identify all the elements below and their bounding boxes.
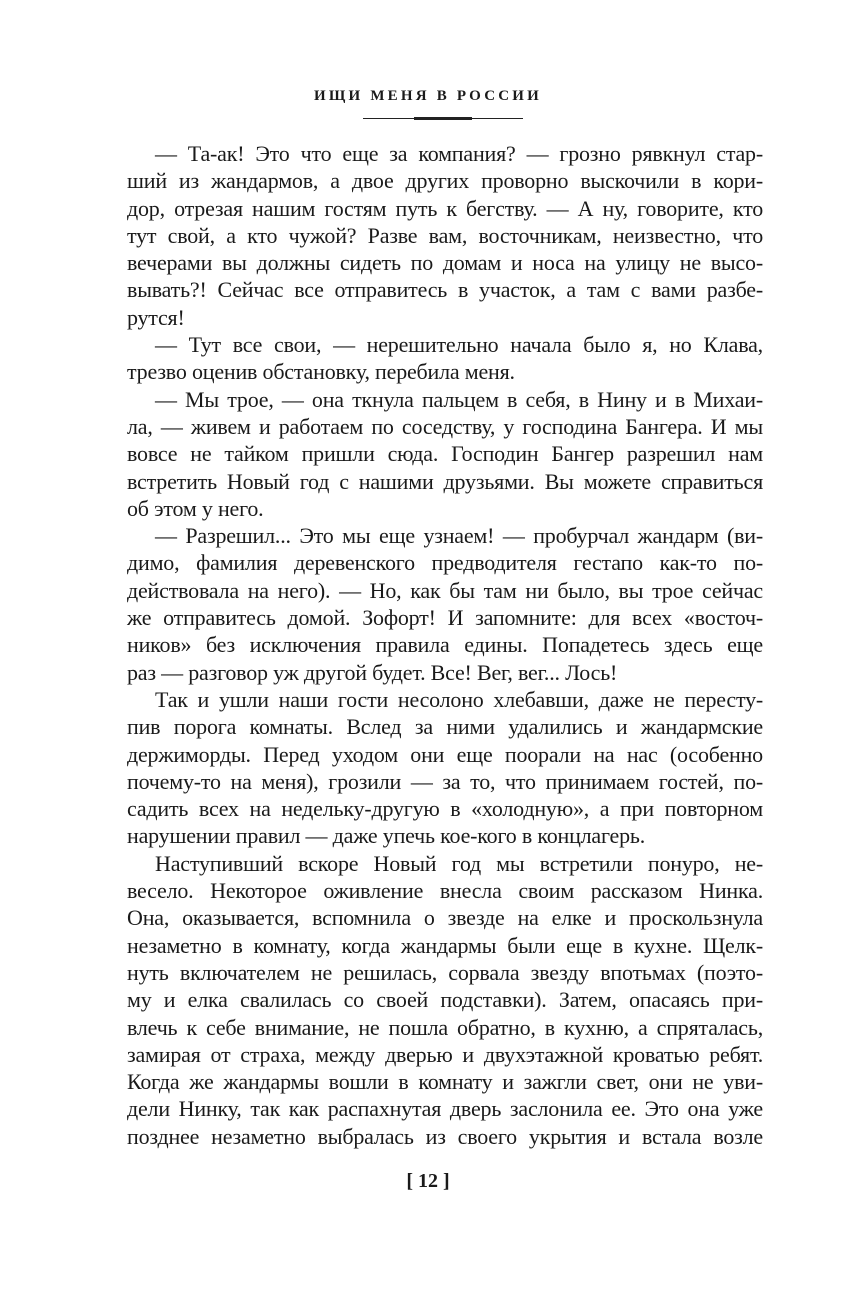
text-line: действовала на него). — Но, как бы там ни было, вы трое сейчас <box>127 577 763 603</box>
text-line: тут свой, а кто чужой? Разве вам, восточникам, неизвестно, что <box>127 222 763 248</box>
text-line: рутся! <box>127 304 185 330</box>
text-line: раз — разговор уж другой будет. Все! Вег, вег... Лось! <box>127 659 618 685</box>
text-line: — Тут все свои, — нерешительно начала было я, но Клава, <box>155 332 763 358</box>
text-line: — Разрешил... Это мы еще узнаем! — пробурчал жандарм (ви- <box>155 523 763 549</box>
text-line: садить всех на недельку-другую в «холодную», а при повторном <box>127 796 763 822</box>
text-line: трезво оценив обстановку, перебила меня. <box>127 359 515 385</box>
text-line: весело. Некоторое оживление внесла своим рассказом Нинка. <box>127 878 763 904</box>
text-line: ший из жандармов, а двое других проворно выскочили в кори- <box>127 168 763 194</box>
text-line: пив порога комнаты. Вслед за ними удалились и жандармские <box>127 714 763 740</box>
text-line: Она, оказывается, вспомнила о звезде на елке и проскользнула <box>127 905 763 931</box>
text-line: Когда же жандармы вошли в комнату и зажгли свет, они не уви- <box>127 1069 763 1095</box>
text-line: встретить Новый год с нашими друзьями. Вы можете справиться <box>127 468 763 494</box>
text-line: замирая от страха, между дверью и двухэтажной кроватью ребят. <box>127 1041 763 1067</box>
text-line: об этом у него. <box>127 495 264 521</box>
running-head: ИЩИ МЕНЯ В РОССИИ <box>313 88 543 104</box>
text-line: дели Нинку, так как распахнутая дверь заслонила ее. Это она уже <box>127 1096 763 1122</box>
page-number: [ 12 ] <box>406 1170 450 1192</box>
text-line: Так и ушли наши гости несолоно хлебавши, даже не пересту- <box>155 686 763 712</box>
text-line: позднее незаметно выбралась из своего укрытия и встала возле <box>127 1123 763 1149</box>
text-line: — Та-ак! Это что еще за компания? — грозно рявкнул стар- <box>155 141 763 166</box>
text-line: вовсе не тайком пришли сюда. Господин Бангер разрешил нам <box>127 441 763 467</box>
text-line: вечерами вы должны сидеть по домам и носа на улицу не высо- <box>127 250 763 276</box>
text-line: почему-то на меня), грозили — за то, что принимаем гостей, по- <box>127 768 763 794</box>
text-line: незаметно в комнату, когда жандармы были еще в кухне. Щелк- <box>127 932 763 958</box>
text-line: — Мы трое, — она ткнула пальцем в себя, в Нину и в Михаи- <box>155 386 763 412</box>
text-line: же отправитесь домой. Зофорт! И запомните: для всех «восточ- <box>127 605 763 631</box>
text-line: димо, фамилия деревенского предводителя гестапо как-то по- <box>127 550 763 576</box>
text-line: нарушении правил — даже упечь кое-кого в концлагерь. <box>127 823 646 849</box>
text-line: ла, — живем и работаем по соседству, у господина Бангера. И мы <box>127 413 763 439</box>
page-body-text <box>127 140 763 1150</box>
text-line: му и елка свалилась со своей подставки). Затем, опасаясь при- <box>127 987 763 1013</box>
header-rule-ornament <box>414 117 472 120</box>
text-line: Наступивший вскоре Новый год мы встретили понуро, не- <box>155 850 763 876</box>
text-line: ников» без исключения правила едины. Попадетесь здесь еще <box>127 632 763 658</box>
text-line: держиморды. Перед уходом они еще поорали на нас (особенно <box>127 741 763 767</box>
text-line: влечь к себе внимание, не пошла обратно, в кухню, а спряталась, <box>127 1014 763 1040</box>
text-line: нуть включателем не решилась, сорвала звезду впотьмах (поэто- <box>127 959 763 985</box>
text-line: дор, отрезая нашим гостям путь к бегству. — А ну, говорите, кто <box>127 195 763 221</box>
text-line: вывать?! Сейчас все отправитесь в участок, а там с вами разбе- <box>127 277 763 303</box>
